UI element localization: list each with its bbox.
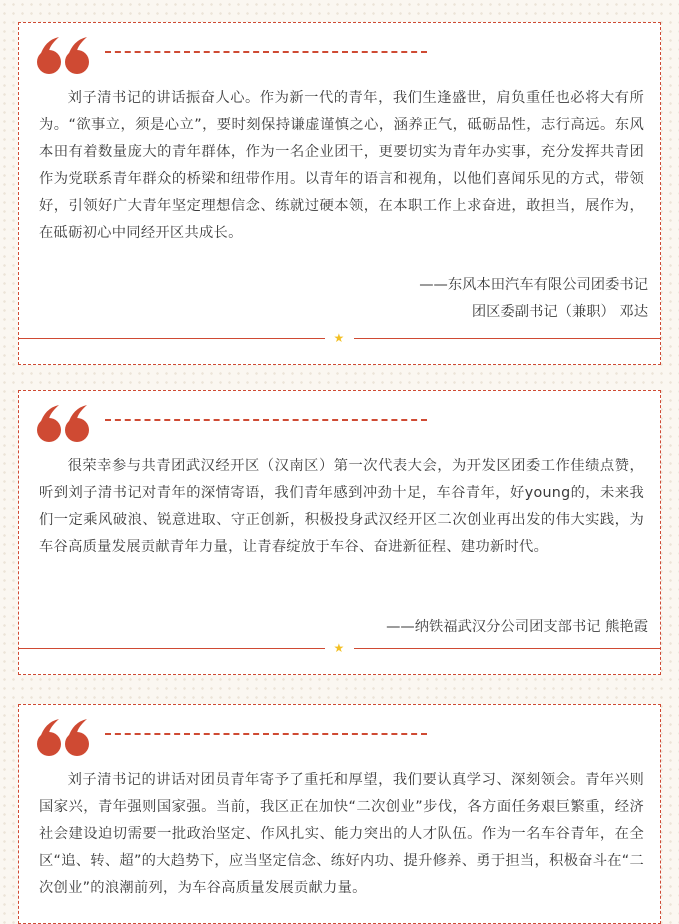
quote-card <box>18 704 661 924</box>
star-divider <box>19 643 660 654</box>
dashed-title-rule <box>105 733 427 735</box>
signature-line: ——东风本田汽车有限公司团委书记 <box>419 277 648 293</box>
quote-marks-icon <box>37 719 91 757</box>
star-icon: ★ <box>333 331 345 345</box>
star-divider <box>19 333 660 344</box>
quote-paragraph: 刘子清书记的讲话对团员青年寄予了重托和厚望，我们要认真学习、深刻领会。青年兴则国家兴，青年强则国家强。当前，我区正在加快“二次创业”步伐，各方面任务艰巨繁重，经济社会建设迫切需要一批政治坚定、作风扎实、能力突出的人才队伍。作为一名车谷青年，在全区“追、转、超”的大趋势下，应当坚定信念、练好内功、提升修养、勇于担当，积极奋斗在“二次创业”的浪潮前列，为车谷高质量发展贡献力量。 <box>39 772 644 896</box>
signature-line: ——纳铁福武汉分公司团支部书记 熊艳霞 <box>386 619 648 635</box>
quote-marks-icon <box>37 405 91 443</box>
dashed-title-rule <box>105 51 427 53</box>
star-icon: ★ <box>333 641 345 655</box>
quote-marks-icon <box>37 37 91 75</box>
quote-paragraph: 刘子清书记的讲话振奋人心。作为新一代的青年，我们生逢盛世，肩负重任也必将大有所为。“欲事立，须是心立”，要时刻保持谦虚谨慎之心，涵养正气，砥砺品性，志行高远。东风本田有着数量庞大的青年群体，作为一名企业团干，更要切实为青年办实事，充分发挥共青团作为党联系青年群众的桥梁和纽带作用。以青年的语言和视角，以他们喜闻乐见的方式，带领好，引领好广大青年坚定理想信念、练就过硬本领，在本职工作上求奋进，敢担当，展作为，在砥砺初心中同经开区共成长。 <box>39 90 644 241</box>
quote-paragraph: 很荣幸参与共青团武汉经开区（汉南区）第一次代表大会，为开发区团委工作佳绩点赞，听到刘子清书记对青年的深情寄语，我们青年感到冲劲十足，车谷青年，好young的，未来我们一定乘风破浪、锐意进取、守正创新，积极投身武汉经开区二次创业再出发的伟大实践，为车谷高质量发展贡献青年力量，让青春绽放于车谷、奋进新征程、建功新时代。 <box>39 458 644 555</box>
quote-card <box>18 390 661 675</box>
quote-card <box>18 22 661 365</box>
dashed-title-rule <box>105 419 427 421</box>
signature-line: 团区委副书记（兼职） 邓达 <box>471 304 648 320</box>
